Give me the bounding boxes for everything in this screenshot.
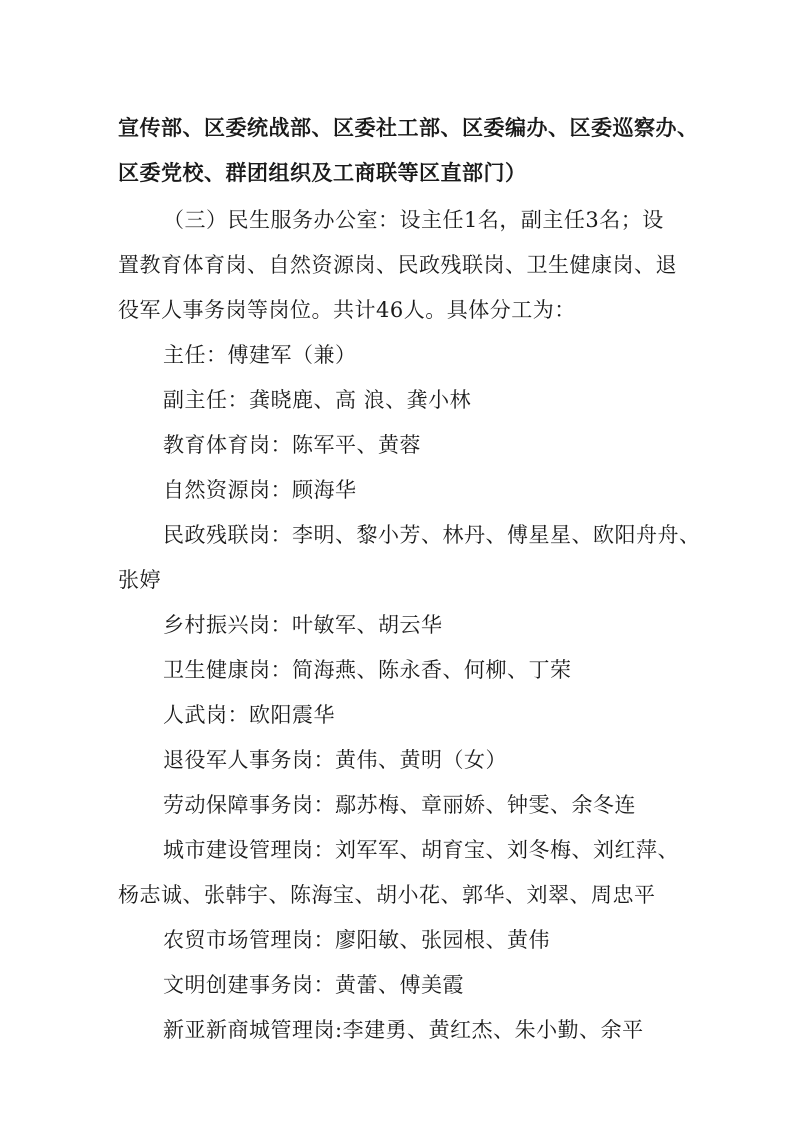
assignment-civil-affairs-continued: 张婷 xyxy=(118,568,161,592)
assignment-urban-construction: 城市建设管理岗：刘军军、胡育宝、刘冬梅、刘红萍、 xyxy=(163,838,679,862)
section-intro-line-2: 置教育体育岗、自然资源岗、民政残联岗、卫生健康岗、退 xyxy=(118,253,677,277)
assignment-xinyaxin-mall: 新亚新商城管理岗:李建勇、黄红杰、朱小勤、余平 xyxy=(163,1018,644,1042)
assignment-armed-forces: 人武岗：欧阳震华 xyxy=(163,703,335,727)
assignment-education-sports: 教育体育岗：陈军平、黄蓉 xyxy=(163,433,421,457)
assignment-civil-affairs: 民政残联岗：李明、黎小芳、林丹、傅星星、欧阳舟舟、 xyxy=(163,523,701,547)
assignment-civilization-creation: 文明创建事务岗：黄蕾、傅美霞 xyxy=(163,973,464,997)
section-heading-line: （三）民生服务办公室：设主任1名，副主任3名；设 xyxy=(163,208,664,232)
assignment-director: 主任：傅建军（兼） xyxy=(163,343,357,367)
assignment-health: 卫生健康岗：简海燕、陈永香、何柳、丁荣 xyxy=(163,658,572,682)
bold-text-line-2: 区委党校、群团组织及工商联等区直部门） xyxy=(118,161,527,185)
section-intro-line-3: 役军人事务岗等岗位。共计46人。具体分工为： xyxy=(118,298,576,322)
assignment-deputy-director: 副主任：龚晓鹿、高 浪、龚小林 xyxy=(163,388,472,412)
assignment-veterans-affairs: 退役军人事务岗：黄伟、黄明（女） xyxy=(163,748,507,772)
assignment-urban-construction-continued: 杨志诚、张韩宇、陈海宝、胡小花、郭华、刘翠、周忠平 xyxy=(118,883,656,907)
bold-text-line-1: 宣传部、区委统战部、区委社工部、区委编办、区委巡察办、 xyxy=(118,116,699,140)
assignment-rural-revitalization: 乡村振兴岗：叶敏军、胡云华 xyxy=(163,613,443,637)
assignment-farmers-market: 农贸市场管理岗：廖阳敏、张园根、黄伟 xyxy=(163,928,550,952)
assignment-natural-resources: 自然资源岗：顾海华 xyxy=(163,478,357,502)
assignment-labor-security: 劳动保障事务岗：鄢苏梅、章丽娇、钟雯、余冬连 xyxy=(163,793,636,817)
